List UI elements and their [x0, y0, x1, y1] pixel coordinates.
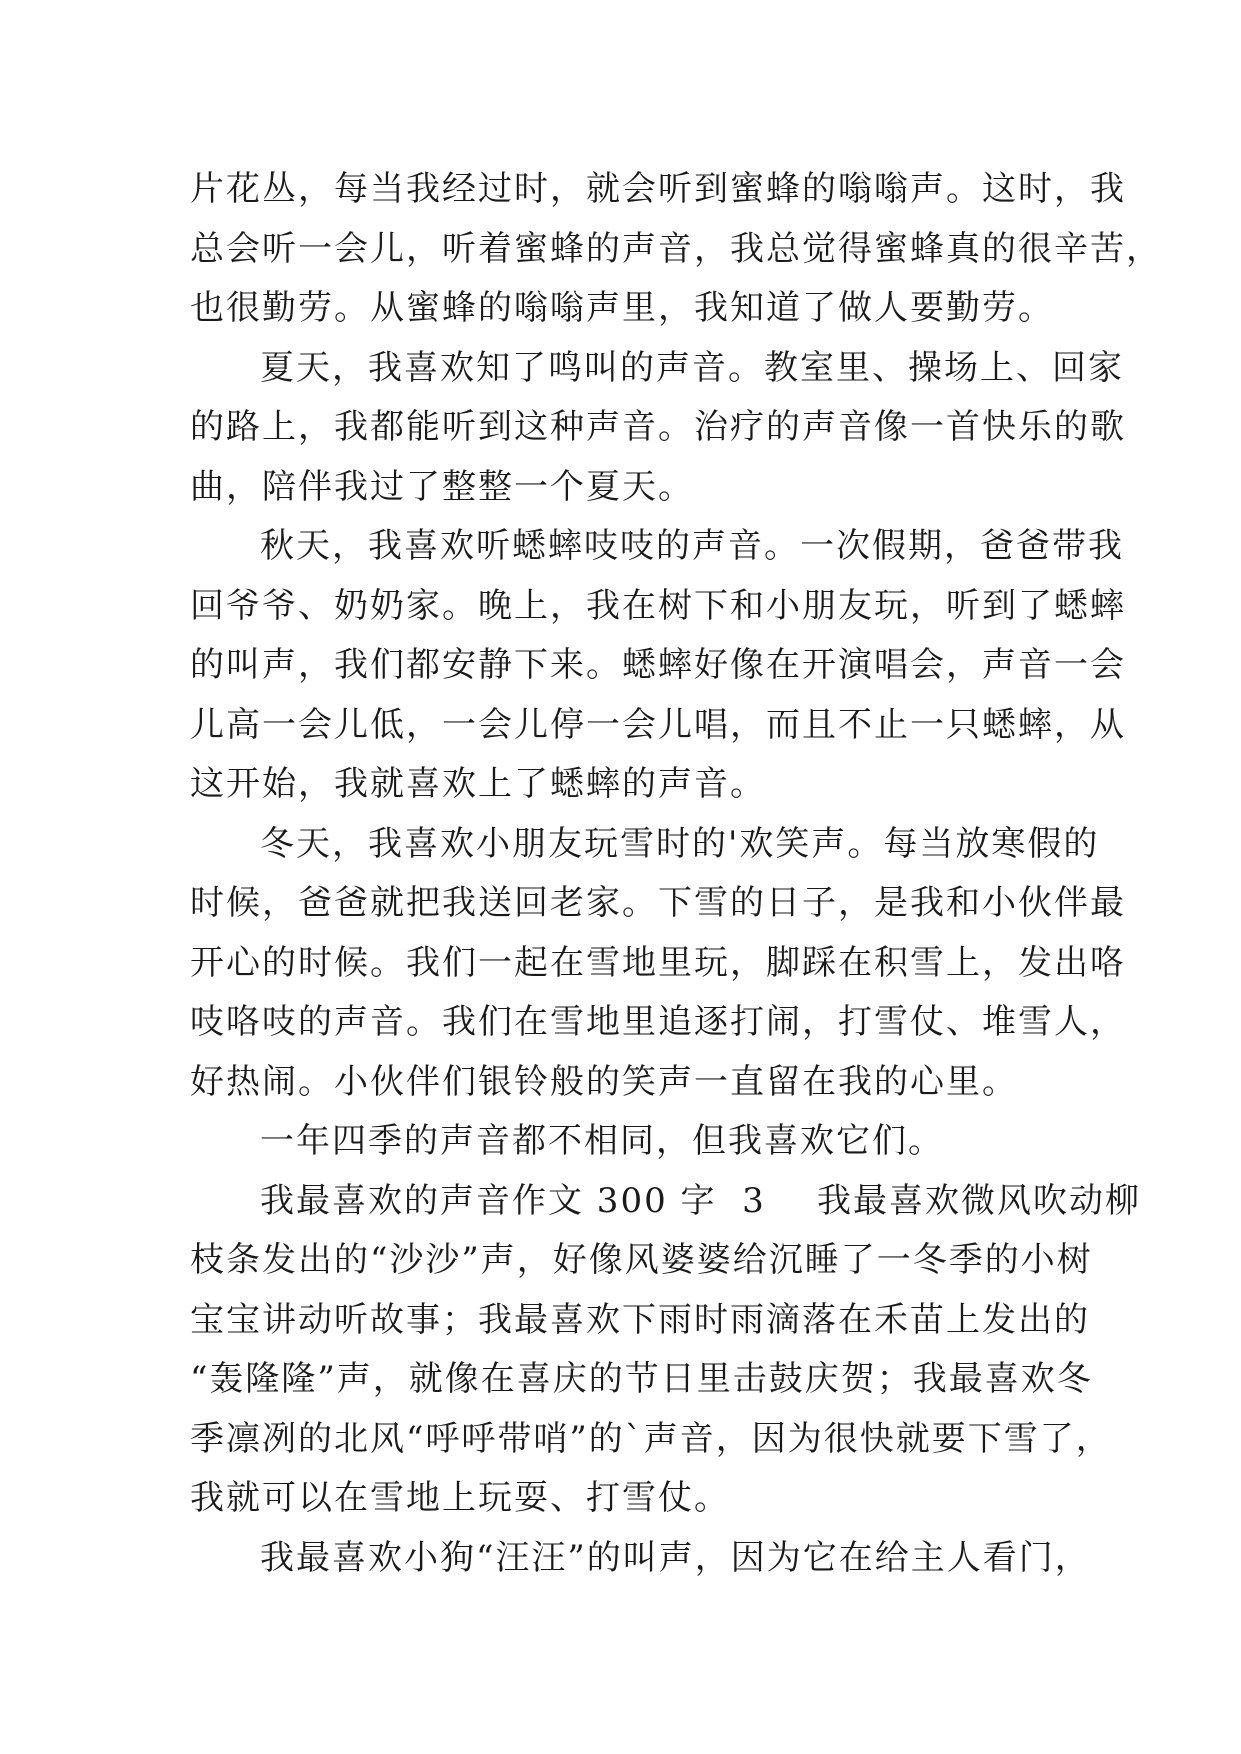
- body-text: [190, 160, 1162, 1588]
- paragraph-start-line: 我最喜欢小狗“汪汪”的叫声，因为它在给主人看门，: [260, 1537, 1091, 1578]
- paragraph-start-line: 我最喜欢的声音作文 300 字 3 我最喜欢微风吹动柳: [260, 1180, 1141, 1221]
- text-line: 曲，陪伴我过了整整一个夏天。: [190, 466, 694, 507]
- text-line: 片花丛，每当我经过时，就会听到蜜蜂的嗡嗡声。这时，我: [190, 169, 1126, 209]
- text-line: 吱咯吱的声音。我们在雪地里追逐打闹，打雪仗、堆雪人，: [190, 1002, 1126, 1042]
- text-line: 的路上，我都能听到这种声音。治疗的声音像一首快乐的歌: [190, 407, 1126, 447]
- text-line: 季凛冽的北风“呼呼带哨”的`声音，因为很快就要下雪了，: [190, 1418, 1112, 1459]
- text-line: 开心的时候。我们一起在雪地里玩，脚踩在积雪上，发出咯: [190, 942, 1126, 983]
- text-line: 这开始，我就喜欢上了蟋蟀的声音。: [190, 764, 766, 804]
- text-line: “轰隆隆”声，就像在喜庆的节日里击鼓庆贺；我最喜欢冬: [190, 1359, 1093, 1399]
- paragraph-start-line: 冬天，我喜欢小朋友玩雪时的'欢笑声。每当放寒假的: [260, 823, 1100, 864]
- text-line: 回爷爷、奶奶家。晚上，我在树下和小朋友玩，听到了蟋蟀: [190, 585, 1126, 626]
- text-line: 枝条发出的“沙沙”声，好像风婆婆给沉睡了一冬季的小树: [190, 1240, 1093, 1280]
- text-line: 好热闹。小伙伴们银铃般的笑声一直留在我的心里。: [190, 1061, 1018, 1102]
- text-line: 宝宝讲动听故事；我最喜欢下雨时雨滴落在禾苗上发出的: [190, 1299, 1090, 1340]
- text-line: 时候，爸爸就把我送回老家。下雪的日子，是我和小伙伴最: [190, 883, 1126, 923]
- text-line: 总会听一会儿，听着蜜蜂的声音，我总觉得蜜蜂真的很辛苦，: [190, 228, 1162, 269]
- text-line: 的叫声，我们都安静下来。蟋蟀好像在开演唱会，声音一会: [190, 645, 1126, 685]
- text-line: 我就可以在雪地上玩耍、打雪仗。: [190, 1478, 730, 1518]
- text-line: 也很勤劳。从蜜蜂的嗡嗡声里，我知道了做人要勤劳。: [190, 288, 1054, 328]
- text-line: 儿高一会儿低，一会儿停一会儿唱，而且不止一只蟋蟀，从: [190, 704, 1126, 745]
- paragraph-start-line: 夏天，我喜欢知了鸣叫的声音。教室里、操场上、回家: [260, 347, 1124, 388]
- paragraph-start-line: 秋天，我喜欢听蟋蟀吱吱的声音。一次假期，爸爸带我: [260, 526, 1124, 566]
- paragraph-start-line: 一年四季的声音都不相同，但我喜欢它们。: [260, 1121, 944, 1161]
